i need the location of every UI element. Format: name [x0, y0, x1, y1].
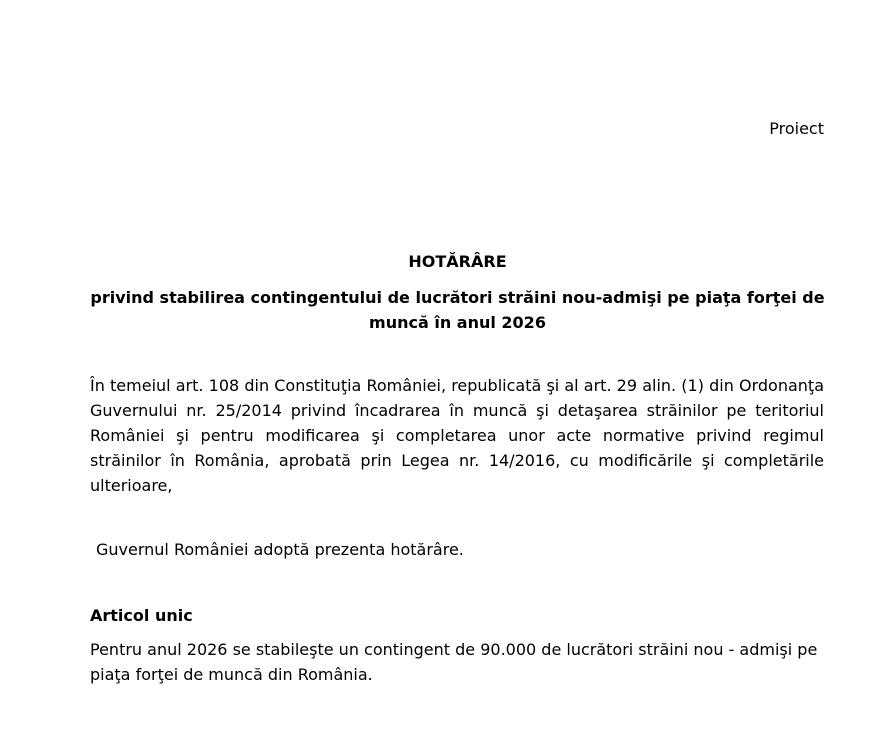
document-title: HOTĂRÂRE: [408, 252, 507, 271]
document-subtitle: privind stabilirea contingentului de lucrători străini nou-admişi pe piaţa forţei de muncă în anul 2026: [90, 288, 825, 332]
draft-label: Proiect: [769, 119, 824, 138]
article-heading: Articol unic: [90, 606, 193, 625]
legal-basis-paragraph: În temeiul art. 108 din Constituţia României, republicată şi al art. 29 alin. (1) din Ordonanţa Guvernului nr. 25/2014 privind încadrarea în muncă şi detaşarea străinilor pe teritoriul României şi pentru modificarea şi completarea unor acte normative privind regimul străinilor în România, aprobată prin Legea nr. 14/2016, cu modificările şi completările ulterioare,: [90, 376, 824, 495]
adoption-statement: Guvernul României adoptă prezenta hotărâre.: [96, 540, 464, 559]
article-body: Pentru anul 2026 se stabileşte un contingent de 90.000 de lucrători străini nou - admişi pe piaţa forţei de muncă din România.: [90, 640, 818, 684]
